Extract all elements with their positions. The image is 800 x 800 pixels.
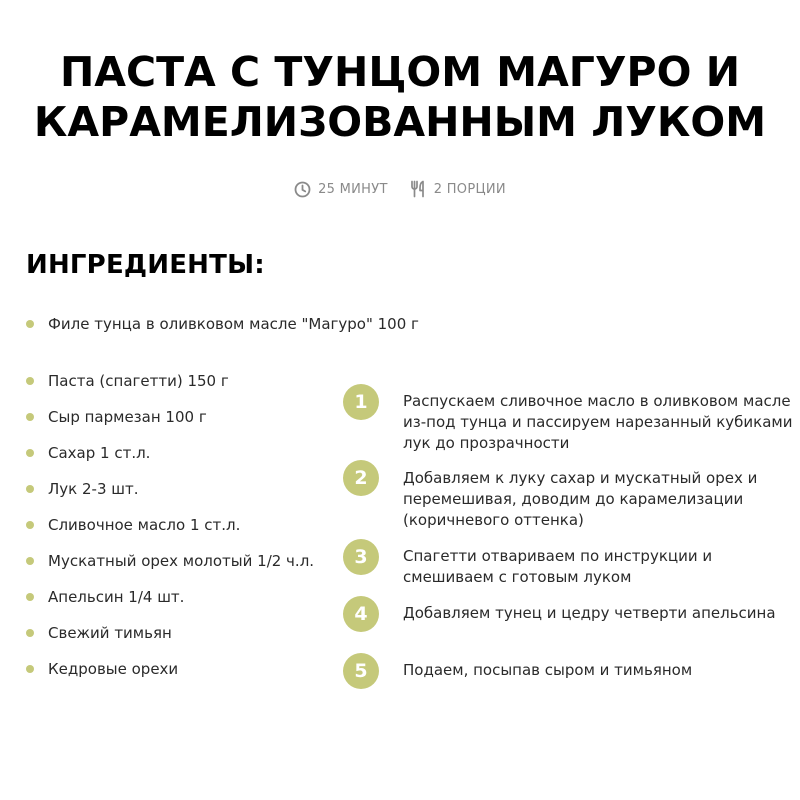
ingredient-text: Сахар 1 ст.л.	[48, 444, 151, 462]
ingredient-item	[26, 315, 419, 333]
ingredient-text: Свежий тимьян	[48, 624, 172, 642]
ingredient-text: Паста (спагетти) 150 г	[48, 372, 229, 390]
ingredients-title: ИНГРЕДИЕНТЫ:	[26, 250, 265, 280]
bullet-dot	[26, 629, 34, 637]
ingredient-text: Лук 2-3 шт.	[48, 480, 139, 498]
recipe-title	[0, 47, 800, 147]
step-number: 4	[343, 596, 379, 632]
bullet-dot	[26, 593, 34, 601]
step-number: 1	[343, 384, 379, 420]
ingredient-item	[26, 516, 240, 534]
ingredient-item	[26, 444, 150, 462]
ingredient-text: Филе тунца в оливковом масле "Магуро" 100 г	[48, 315, 419, 333]
recipe-meta	[0, 177, 800, 201]
bullet-dot	[26, 665, 34, 673]
step-text: Распускаем сливочное масло в оливковом масле из-под тунца и пассируем нарезанный кубиками лук до прозрачности	[403, 392, 793, 452]
ingredient-item	[26, 408, 207, 426]
step-text: Добавляем к луку сахар и мускатный орех и перемешивая, доводим до карамелизации (коричневого оттенка)	[403, 469, 758, 529]
bullet-dot	[26, 377, 34, 385]
recipe-title-line-2: КАРАМЕЛИЗОВАННЫМ ЛУКОМ	[33, 98, 767, 146]
cook-time-label: 25 МИНУТ	[318, 181, 388, 197]
step-number: 5	[343, 653, 379, 689]
step-number: 2	[343, 460, 379, 496]
clock-icon	[294, 181, 311, 198]
ingredient-text: Сыр пармезан 100 г	[48, 408, 207, 426]
ingredient-text: Сливочное масло 1 ст.л.	[48, 516, 241, 534]
step-text: Подаем, посыпав сыром и тимьяном	[403, 661, 693, 679]
recipe-title-line-1: ПАСТА С ТУНЦОМ МАГУРО И	[59, 48, 741, 96]
ingredient-item	[26, 480, 138, 498]
bullet-dot	[26, 485, 34, 493]
step-number: 3	[343, 539, 379, 575]
ingredient-item	[26, 660, 178, 678]
bullet-dot	[26, 320, 34, 328]
fork-knife-icon	[410, 180, 427, 198]
ingredient-item	[26, 588, 184, 606]
ingredient-item	[26, 552, 314, 570]
ingredient-text: Апельсин 1/4 шт.	[48, 588, 185, 606]
bullet-dot	[26, 557, 34, 565]
servings-label: 2 ПОРЦИИ	[433, 181, 506, 197]
bullet-dot	[26, 521, 34, 529]
cook-time	[294, 181, 388, 198]
ingredient-item	[26, 372, 229, 390]
step-text: Спагетти отвариваем по инструкции и смешиваем с готовым луком	[403, 547, 713, 586]
servings	[410, 180, 506, 198]
bullet-dot	[26, 413, 34, 421]
ingredient-text: Кедровые орехи	[48, 660, 179, 678]
ingredient-item	[26, 624, 172, 642]
ingredient-text: Мускатный орех молотый 1/2 ч.л.	[48, 552, 315, 570]
bullet-dot	[26, 449, 34, 457]
step-text: Добавляем тунец и цедру четверти апельсина	[403, 604, 776, 622]
